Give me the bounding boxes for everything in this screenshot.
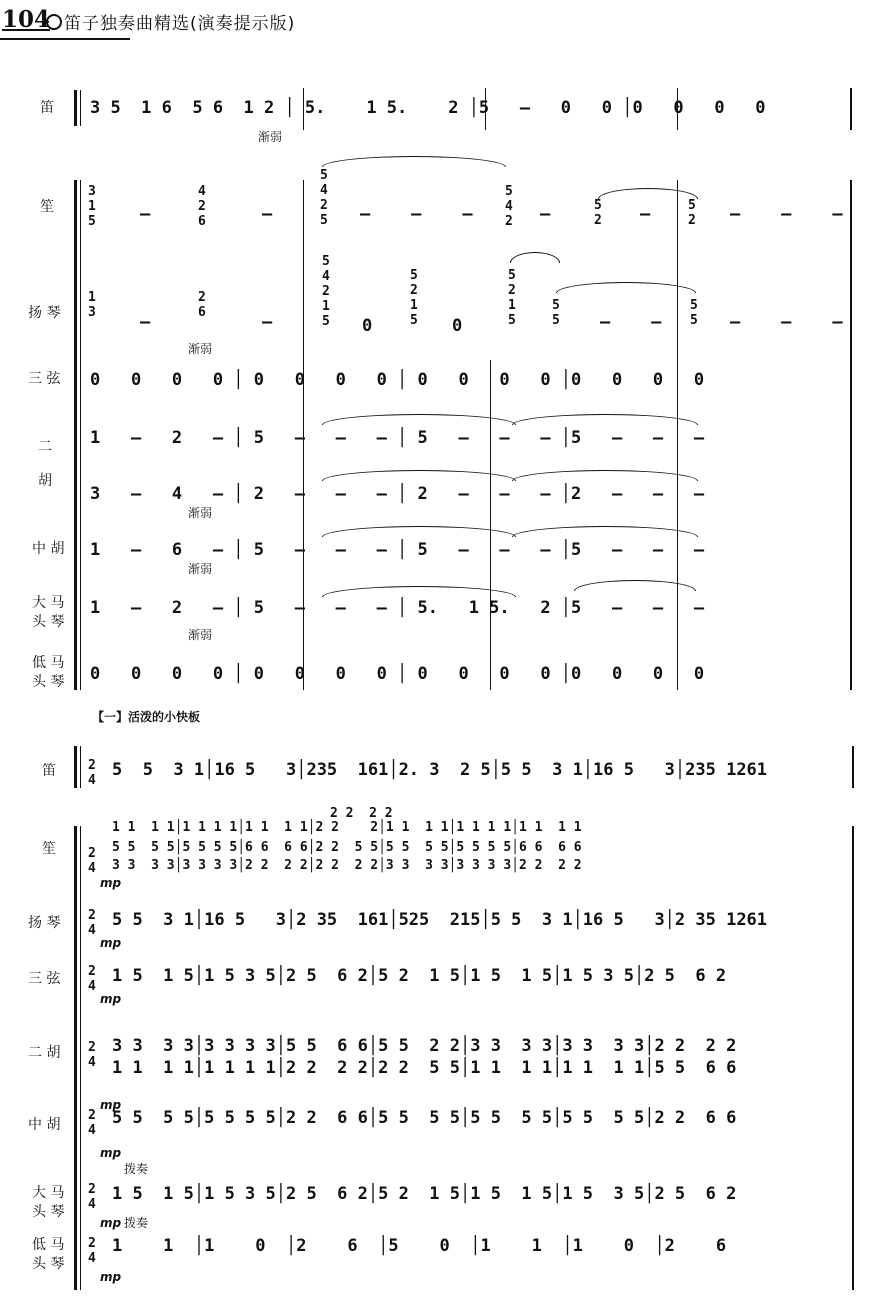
rest-dash: – xyxy=(262,312,273,332)
notes-sanxian: 0 0 0 0 │ 0 0 0 0 │ 0 0 0 0 │0 0 0 0 xyxy=(90,370,705,390)
note: 0 xyxy=(452,316,463,336)
title-circle-icon xyxy=(46,14,62,30)
instrument-label-sanxian: 三 弦 xyxy=(28,971,61,987)
mark-jianruo: 渐弱 xyxy=(188,562,213,576)
slur xyxy=(322,526,516,537)
time-signature: 2 4 xyxy=(88,908,96,938)
chord-sheng: 5 2 xyxy=(594,198,602,228)
rest-dash: – xyxy=(140,204,151,224)
barline-end xyxy=(852,826,854,1290)
dynamic-mp: mp xyxy=(100,1270,122,1284)
rest-dash: – xyxy=(262,204,273,224)
chord-yangqin: 5 2 1 5 xyxy=(508,268,516,328)
mark-pizz: 拨奏 xyxy=(124,1216,149,1230)
rest-dash: – xyxy=(140,312,151,332)
chord-yangqin: 5 5 xyxy=(552,298,560,328)
chord-sheng: 4 2 6 xyxy=(198,184,206,229)
dynamic-mp: mp xyxy=(100,992,122,1006)
bracket-di-thin xyxy=(80,90,81,126)
instrument-label-zhonghu: 中 胡 xyxy=(28,1117,61,1133)
chord-sheng: 5 2 xyxy=(688,198,696,228)
slur xyxy=(510,252,560,263)
mark-pizz: 拨奏 xyxy=(124,1162,149,1176)
bracket-di-thin xyxy=(80,746,81,788)
rest-dash: – – – xyxy=(730,204,843,224)
bracket-di xyxy=(74,746,77,788)
rest-dash: – xyxy=(540,204,551,224)
mark-jianruo: 渐弱 xyxy=(258,130,283,144)
time-signature: 2 4 xyxy=(88,1108,96,1138)
chord-yangqin: 1 3 xyxy=(88,290,96,320)
dynamic-mp: mp xyxy=(100,1098,122,1112)
notes-damatou: 1 5 1 5│1 5 3 5│2 5 6 2│5 2 1 5│1 5 1 5│1 5 3 5│2 5 6 2 xyxy=(112,1184,737,1204)
slur xyxy=(322,470,516,481)
slur xyxy=(512,414,698,425)
instrument-label-yangqin: 扬 琴 xyxy=(28,915,61,931)
time-signature: 2 4 xyxy=(88,1182,96,1212)
dynamic-mp: mp xyxy=(100,1146,122,1160)
slur xyxy=(512,526,698,537)
notes-sheng-extra: 2 2 2 2 xyxy=(330,806,393,821)
section-title: 【一】活泼的小快板 xyxy=(92,710,201,724)
dynamic-mp: mp xyxy=(100,1216,122,1230)
instrument-label-erhu: 二 胡 xyxy=(38,439,52,489)
header-rule xyxy=(0,38,130,40)
rest-dash: – – – xyxy=(730,312,843,332)
dynamic-mp: mp xyxy=(100,936,122,950)
notes-erhu-low: 1 1 1 1│1 1 1 1│2 2 2 2│2 2 5 5│1 1 1 1│1 1 1 1│5 5 6 6 xyxy=(112,1058,737,1078)
chord-yangqin: 5 5 xyxy=(690,298,698,328)
note: 0 xyxy=(362,316,373,336)
slur xyxy=(322,414,516,425)
bracket-main xyxy=(74,180,77,690)
bracket-main-thin xyxy=(80,180,81,690)
slur xyxy=(322,156,506,167)
barline xyxy=(490,360,491,690)
rest-dash: – xyxy=(640,204,651,224)
rest-dash: – – xyxy=(600,312,662,332)
chord-sheng: 3 1 5 xyxy=(88,184,96,229)
barline-end xyxy=(850,88,852,130)
mark-jianruo: 渐弱 xyxy=(188,628,213,642)
instrument-label-sheng: 笙 xyxy=(40,199,54,215)
mark-jianruo: 渐弱 xyxy=(188,506,213,520)
instrument-label-yangqin: 扬 琴 xyxy=(28,305,61,321)
page-header xyxy=(0,0,873,48)
rest-dash: – – – xyxy=(360,204,473,224)
notes-zhonghu: 1 – 6 – │ 5 – – – │ 5 – – – │5 – – – xyxy=(90,540,705,560)
dynamic-mp: mp xyxy=(100,876,122,890)
notes-sheng-top: 1 1 1 1│1 1 1 1│1 1 1 1│2 2 2│1 1 1 1│1 1 1 1│1 1 1 1 xyxy=(112,820,582,835)
notes-dimatou: 1 1 │1 0 │2 6 │5 0 │1 1 │1 0 │2 6 xyxy=(112,1236,727,1256)
notes-di: 5 5 3 1│16 5 3│235 161│2. 3 2 5│5 5 3 1│16 5 3│235 1261 xyxy=(112,760,768,780)
instrument-label-sheng: 笙 xyxy=(42,841,56,857)
instrument-label-damatou: 大 马 头 琴 xyxy=(32,1185,65,1220)
notes-sheng-bot: 3 3 3 3│3 3 3 3│2 2 2 2│2 2 2 2│3 3 3 3│3 3 3 3│2 2 2 2 xyxy=(112,858,582,873)
slur xyxy=(512,470,698,481)
instrument-label-damatou: 大 马 头 琴 xyxy=(32,595,65,630)
bracket-main xyxy=(74,826,77,1290)
time-signature: 2 4 xyxy=(88,846,96,876)
notes-damatou: 1 – 2 – │ 5 – – – │ 5. 1 5. 2 │5 – – – xyxy=(90,598,705,618)
instrument-label-dimatou: 低 马 头 琴 xyxy=(32,1237,65,1272)
notes-di: 3 5 1 6 5 6 1 2 │ 5. 1 5. 2 │5 – 0 0 │0 0 0 0 xyxy=(90,98,766,118)
chord-yangqin: 5 2 1 5 xyxy=(410,268,418,328)
slur xyxy=(556,282,696,293)
notes-sanxian: 1 5 1 5│1 5 3 5│2 5 6 2│5 2 1 5│1 5 1 5│1 5 3 5│2 5 6 2 xyxy=(112,966,727,986)
instrument-label-sanxian: 三 弦 xyxy=(28,371,61,387)
time-signature: 2 4 xyxy=(88,1236,96,1266)
notes-erhu-low: 3 – 4 – │ 2 – – – │ 2 – – – │2 – – – xyxy=(90,484,705,504)
chord-yangqin: 2 6 xyxy=(198,290,206,320)
notes-erhu-high: 3 3 3 3│3 3 3 3│5 5 6 6│5 5 2 2│3 3 3 3│3 3 3 3│2 2 2 2 xyxy=(112,1036,737,1056)
chord-sheng: 5 4 2 5 xyxy=(320,168,328,228)
barline-end xyxy=(850,180,852,690)
instrument-label-zhonghu: 中 胡 xyxy=(32,541,65,557)
bracket-di xyxy=(74,90,77,126)
instrument-label-dimatou: 低 马 头 琴 xyxy=(32,655,65,690)
chord-yangqin: 5 4 2 1 5 xyxy=(322,254,330,329)
instrument-label-di: 笛 xyxy=(42,763,56,779)
slur xyxy=(598,188,698,199)
book-title: 笛子独奏曲精选(演奏提示版) xyxy=(64,14,296,34)
instrument-label-erhu: 二 胡 xyxy=(28,1045,61,1061)
notes-sheng-mid: 5 5 5 5│5 5 5 5│6 6 6 6│2 2 5 5│5 5 5 5│5 5 5 5│6 6 6 6 xyxy=(112,840,582,855)
notes-dimatou: 0 0 0 0 │ 0 0 0 0 │ 0 0 0 0 │0 0 0 0 xyxy=(90,664,705,684)
page-number: 104 xyxy=(2,6,51,33)
notes-erhu-high: 1 – 2 – │ 5 – – – │ 5 – – – │5 – – – xyxy=(90,428,705,448)
notes-yangqin: 5 5 3 1│16 5 3│2 35 161│525 215│5 5 3 1│16 5 3│2 35 1261 xyxy=(112,910,768,930)
time-signature: 2 4 xyxy=(88,964,96,994)
barline-end xyxy=(852,746,854,788)
time-signature: 2 4 xyxy=(88,1040,96,1070)
slur xyxy=(322,586,516,597)
notes-zhonghu: 5 5 5 5│5 5 5 5│2 2 6 6│5 5 5 5│5 5 5 5│5 5 5 5│2 2 6 6 xyxy=(112,1108,737,1128)
chord-sheng: 5 4 2 xyxy=(505,184,513,229)
mark-jianruo: 渐弱 xyxy=(188,342,213,356)
bracket-main-thin xyxy=(80,826,81,1290)
time-signature: 2 4 xyxy=(88,758,96,788)
instrument-label-di: 笛 xyxy=(40,100,54,116)
